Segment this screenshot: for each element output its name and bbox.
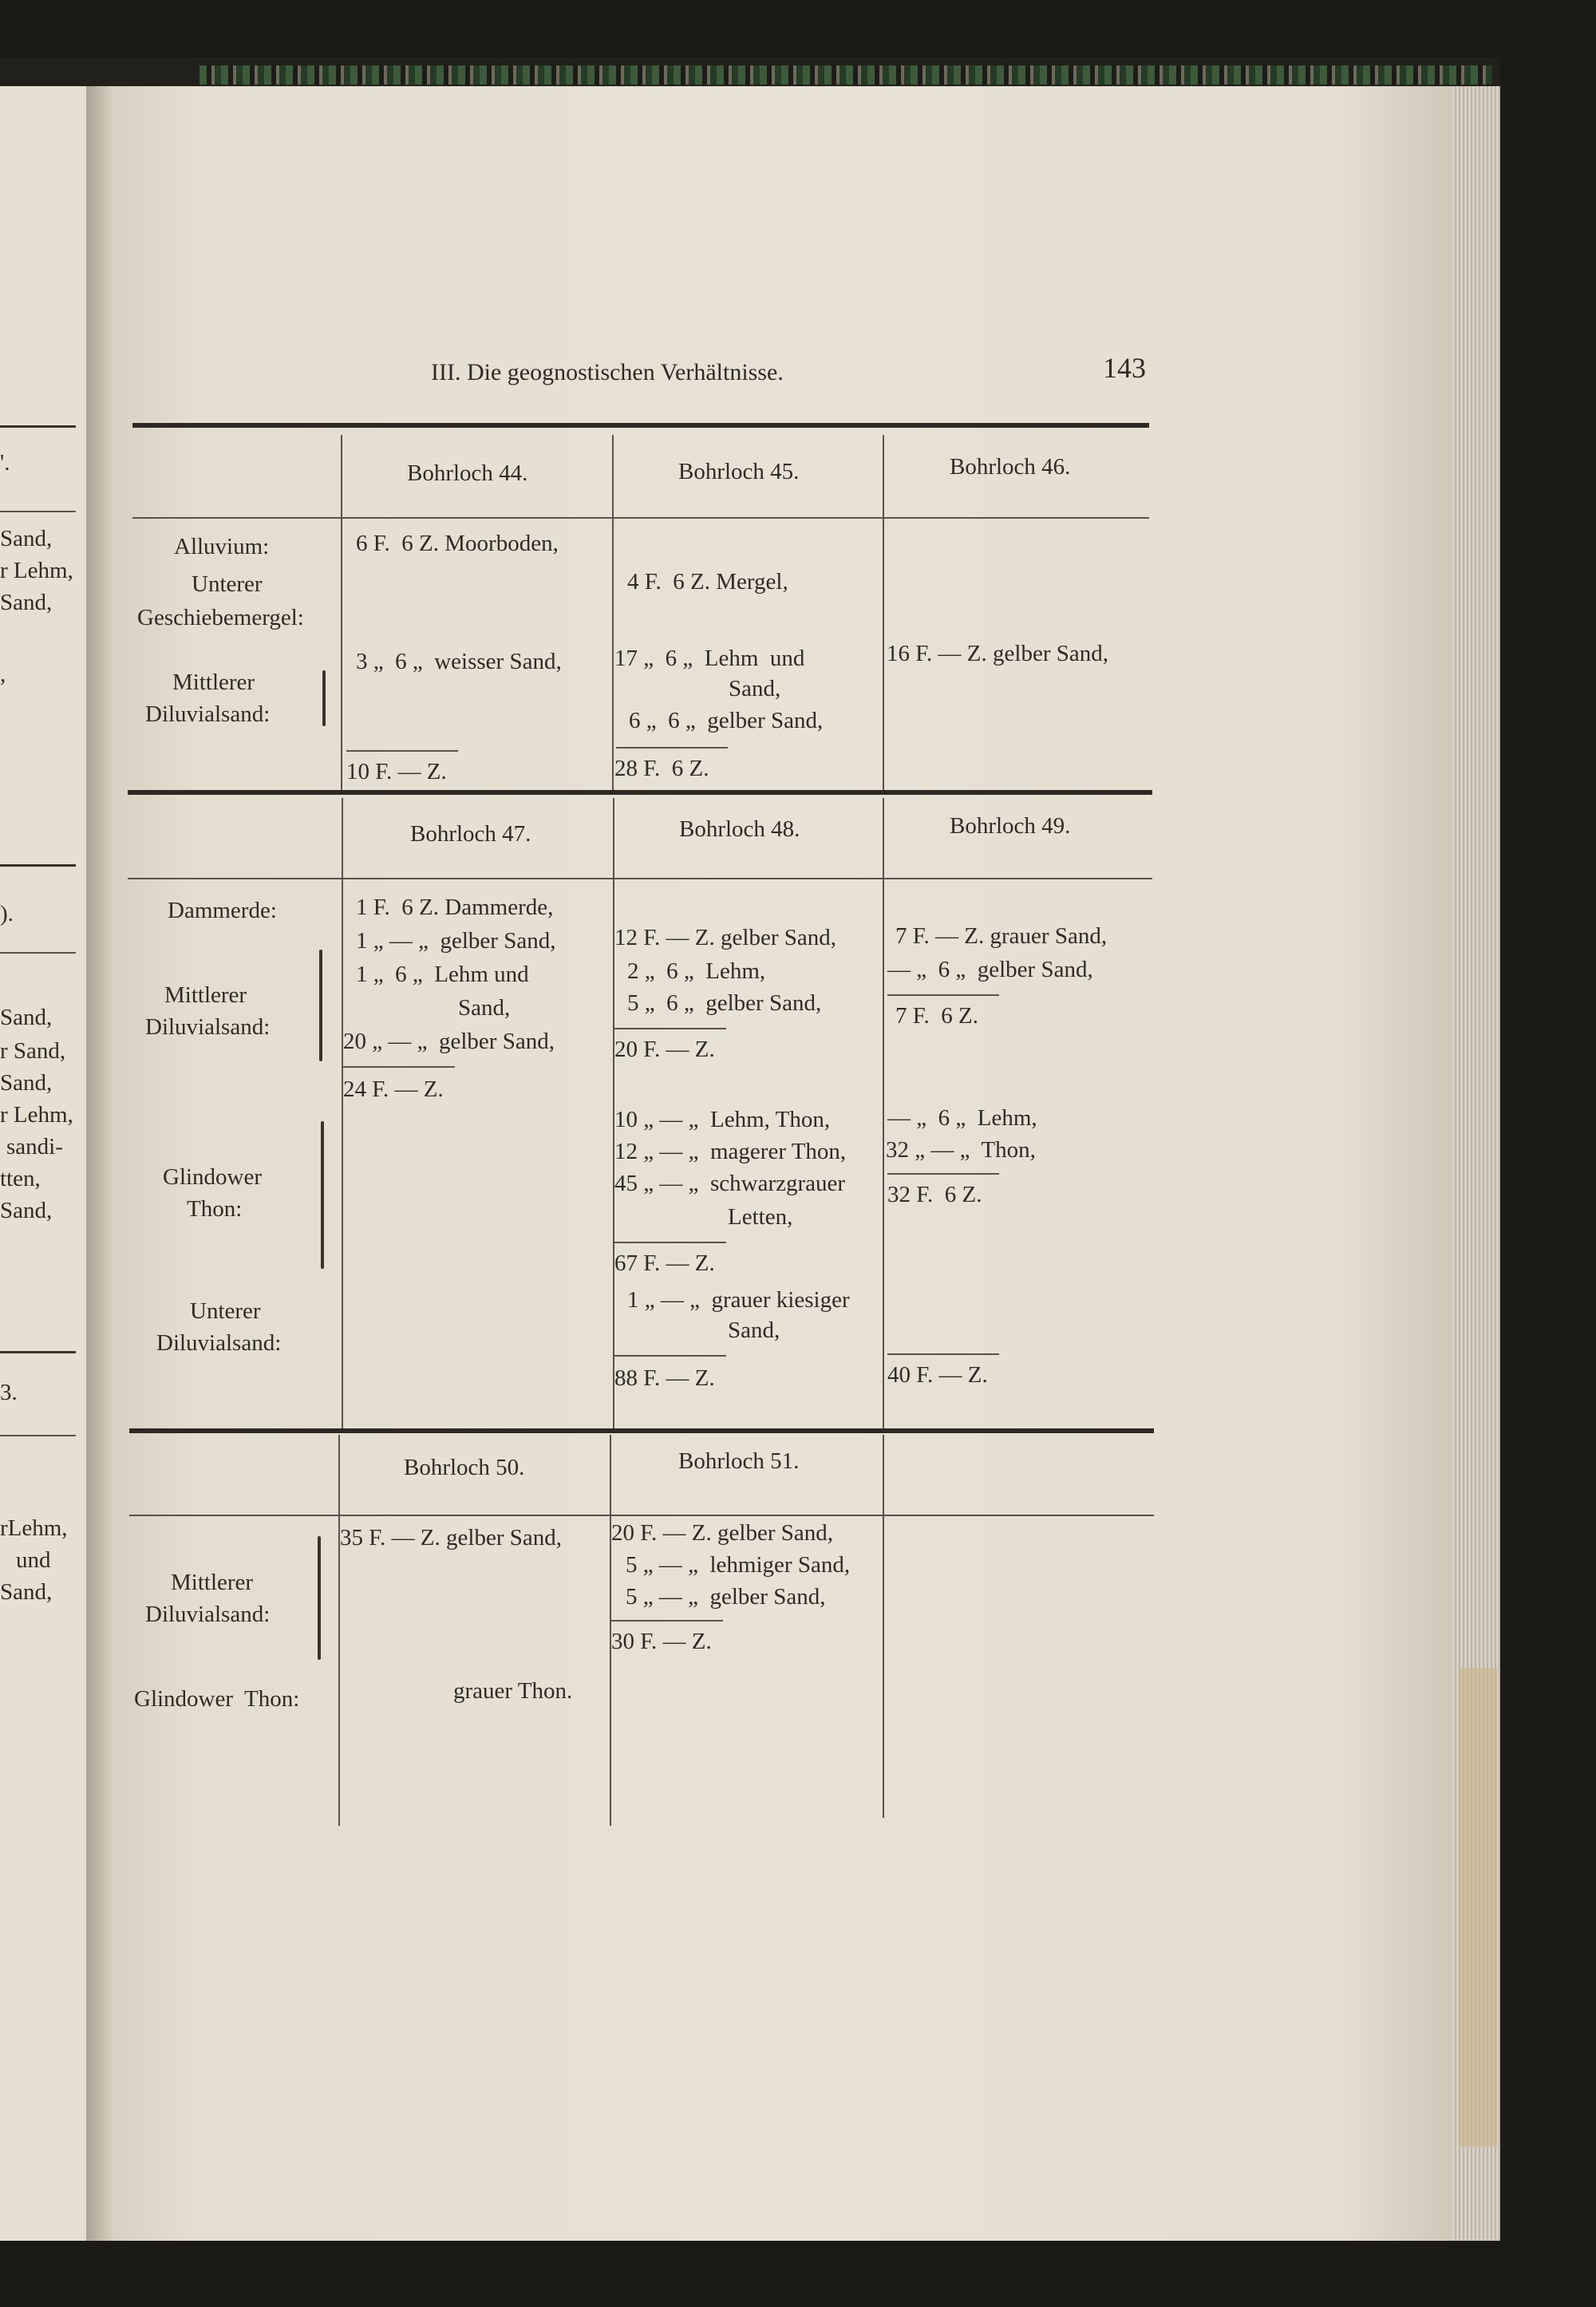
header-rule (129, 1515, 1154, 1516)
row-label: Dammerde: (168, 898, 277, 923)
column-divider (883, 435, 884, 790)
cell-entry: 16 F. — Z. gelber Sand, (887, 641, 1108, 666)
sum-rule (887, 994, 999, 996)
cell-entry: 6 F. 6 Z. Moorboden, (356, 531, 559, 556)
running-title: III. Die geognostischen Verhältnisse. (431, 359, 784, 385)
cell-entry: — „ 6 „ Lehm, (887, 1105, 1037, 1131)
column-divider (341, 435, 342, 790)
row-label: Thon: (187, 1196, 243, 1222)
prev-rule (0, 425, 76, 428)
section-rule (128, 790, 1152, 795)
cell-entry: 45 „ — „ schwarzgrauer (614, 1171, 846, 1196)
prev-fragment: Sand, (0, 1579, 53, 1605)
previous-page (0, 86, 89, 2241)
cell-entry: 1 „ 6 „ Lehm und (356, 962, 529, 987)
prev-fragment: r Lehm, (0, 558, 73, 583)
row-label: Alluvium: (174, 534, 270, 559)
prev-fragment: tten, (0, 1166, 41, 1191)
cell-entry: 1 F. 6 Z. Dammerde, (356, 895, 554, 920)
cell-total: 40 F. — Z. (887, 1362, 988, 1388)
cell-entry: 1 „ — „ grauer kiesiger (627, 1287, 850, 1313)
cell-entry: 1 „ — „ gelber Sand, (356, 928, 556, 954)
prev-fragment: r Lehm, (0, 1102, 73, 1128)
row-label: Glindower (163, 1164, 263, 1190)
brace (322, 670, 326, 726)
sum-rule (343, 1066, 455, 1068)
row-label: Mittlerer (172, 670, 255, 695)
cell-entry: 5 „ — „ gelber Sand, (626, 1584, 826, 1610)
prev-fragment: Sand, (0, 1005, 53, 1030)
sum-rule (887, 1353, 999, 1355)
cell-entry: 12 F. — Z. gelber Sand, (614, 925, 836, 950)
cell-entry: 35 F. — Z. gelber Sand, (340, 1525, 562, 1551)
cell-entry: — „ 6 „ gelber Sand, (887, 957, 1093, 982)
cell-entry: 6 „ 6 „ gelber Sand, (629, 708, 824, 733)
cell-entry: 5 „ 6 „ gelber Sand, (627, 990, 822, 1016)
cell-total: 67 F. — Z. (614, 1250, 715, 1276)
cell-entry: 3 „ 6 „ weisser Sand, (356, 649, 562, 674)
library-stamp-strip (1460, 1668, 1497, 2147)
cell-total: 24 F. — Z. (343, 1076, 444, 1102)
cell-total: 88 F. — Z. (614, 1365, 715, 1391)
prev-fragment: Sand, (0, 590, 53, 615)
prev-fragment: rLehm, (0, 1515, 68, 1541)
cell-total: 28 F. 6 Z. (614, 756, 709, 781)
column-header-bohrloch-45: Bohrloch 45. (678, 459, 800, 484)
cell-entry: 17 „ 6 „ Lehm und (614, 646, 805, 671)
prev-fragment: , (0, 662, 6, 687)
cell-entry: 2 „ 6 „ Lehm, (627, 958, 766, 984)
cell-entry: 7 F. — Z. grauer Sand, (895, 923, 1108, 949)
column-header-bohrloch-51: Bohrloch 51. (678, 1448, 800, 1474)
sum-rule (611, 1620, 723, 1622)
cell-entry: Sand, (728, 1317, 780, 1343)
prev-rule (0, 511, 76, 512)
prev-fragment: sandi- (6, 1134, 63, 1159)
cell-total: 20 F. — Z. (614, 1037, 715, 1062)
brace (319, 950, 322, 1061)
column-divider (883, 798, 884, 1428)
column-header-bohrloch-47: Bohrloch 47. (410, 821, 531, 847)
column-divider (883, 1435, 884, 1818)
prev-rule (0, 1351, 76, 1353)
cell-entry: 20 F. — Z. gelber Sand, (611, 1520, 833, 1546)
row-label: Diluvialsand: (156, 1330, 282, 1356)
cell-total: 32 F. 6 Z. (887, 1182, 982, 1207)
column-divider (342, 798, 343, 1428)
row-label: Glindower Thon: (134, 1686, 300, 1712)
cell-entry: Sand, (458, 995, 511, 1021)
column-header-bohrloch-50: Bohrloch 50. (404, 1455, 525, 1480)
sum-rule (614, 1028, 726, 1029)
book-gutter (86, 86, 113, 2241)
header-rule (132, 517, 1149, 519)
prev-fragment: Sand, (0, 1198, 53, 1223)
prev-fragment: ). (0, 901, 14, 926)
row-label: Mittlerer (171, 1570, 254, 1595)
prev-fragment: Sand, (0, 1070, 53, 1096)
prev-fragment: 3. (0, 1380, 18, 1405)
cell-total: 10 F. — Z. (346, 759, 447, 784)
row-label: Mittlerer (164, 982, 247, 1008)
column-divider (612, 435, 614, 790)
column-header-bohrloch-49: Bohrloch 49. (950, 813, 1071, 839)
sum-rule (614, 1355, 726, 1357)
cell-entry: Letten, (728, 1204, 793, 1230)
sum-rule (887, 1173, 999, 1175)
cell-entry: 5 „ — „ lehmiger Sand, (626, 1552, 851, 1578)
page-number: 143 (1103, 352, 1146, 384)
sum-rule (614, 1242, 726, 1243)
cell-entry: 12 „ — „ magerer Thon, (614, 1139, 847, 1164)
prev-fragment: Sand, (0, 526, 53, 551)
row-label: Geschiebemergel: (137, 605, 304, 630)
column-header-bohrloch-48: Bohrloch 48. (679, 816, 800, 842)
prev-rule (0, 864, 76, 867)
prev-rule (0, 952, 76, 954)
cell-entry: 32 „ — „ Thon, (886, 1137, 1036, 1163)
prev-fragment: r Sand, (0, 1038, 66, 1064)
column-header-bohrloch-44: Bohrloch 44. (407, 460, 528, 486)
row-label: Unterer (192, 571, 263, 597)
column-divider (338, 1435, 340, 1826)
sum-rule (616, 747, 728, 749)
table-top-rule (132, 423, 1149, 428)
row-label: Diluvialsand: (145, 701, 271, 727)
cell-entry: grauer Thon. (453, 1678, 573, 1704)
brace (321, 1121, 324, 1269)
row-label: Diluvialsand: (145, 1014, 271, 1040)
cell-entry: 20 „ — „ gelber Sand, (343, 1029, 555, 1054)
cell-entry: 4 F. 6 Z. Mergel, (627, 569, 788, 595)
brace (318, 1536, 321, 1660)
cell-total: 7 F. 6 Z. (895, 1003, 979, 1029)
prev-fragment: '. (0, 450, 10, 476)
column-header-bohrloch-46: Bohrloch 46. (950, 454, 1071, 480)
book-headband (200, 65, 1492, 85)
prev-fragment: und (16, 1547, 51, 1573)
cell-entry: 10 „ — „ Lehm, Thon, (614, 1107, 831, 1132)
prev-rule (0, 1435, 76, 1436)
cell-total: 30 F. — Z. (611, 1629, 712, 1654)
cell-entry: Sand, (729, 676, 781, 701)
section-rule (129, 1428, 1154, 1433)
header-rule (128, 878, 1152, 879)
row-label: Diluvialsand: (145, 1602, 271, 1627)
row-label: Unterer (190, 1298, 261, 1324)
sum-rule (346, 750, 458, 752)
